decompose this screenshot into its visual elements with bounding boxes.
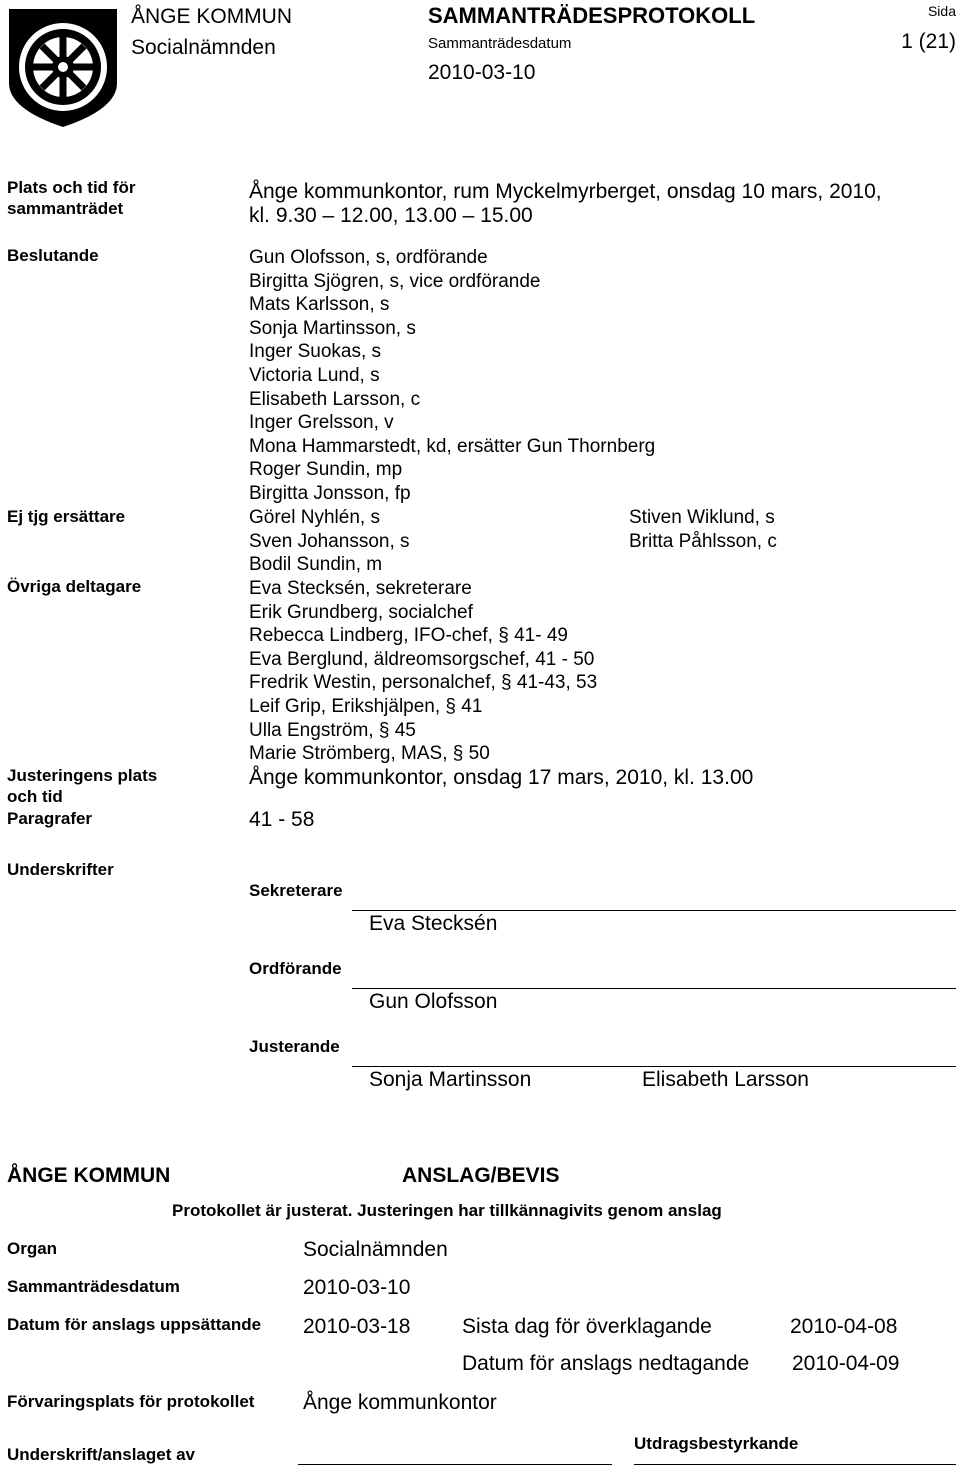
deciding-member: Inger Grelsson, v bbox=[249, 412, 394, 434]
secretary-signature-line bbox=[352, 910, 956, 911]
extract-label: Utdragsbestyrkande bbox=[634, 1434, 799, 1453]
other-participant: Eva Berglund, äldreomsorgschef, 41 - 50 bbox=[249, 648, 595, 670]
others-label: Övriga deltagare bbox=[7, 577, 142, 596]
other-participant: Marie Strömberg, MAS, § 50 bbox=[249, 743, 490, 765]
page-label: Sida bbox=[927, 3, 956, 19]
meeting-date: 2010-03-10 bbox=[428, 61, 536, 84]
place-label-line1: Plats och tid för bbox=[7, 178, 136, 197]
page-number: 1 (21) bbox=[901, 30, 956, 53]
meeting-place-line1: Ånge kommunkontor, rum Myckelmyrberget, onsdag 10 mars, 2010, bbox=[249, 180, 882, 203]
notice-date: 2010-03-10 bbox=[303, 1276, 411, 1299]
substitute-member: Görel Nyhlén, s bbox=[249, 507, 380, 528]
substitute-member: Bodil Sundin, m bbox=[249, 554, 383, 576]
appeal-label: Sista dag för överklagande bbox=[462, 1315, 712, 1338]
storage-value: Ånge kommunkontor bbox=[303, 1391, 497, 1414]
meeting-date-label: Sammanträdesdatum bbox=[428, 35, 572, 52]
notice-signature-label: Underskrift/anslaget av bbox=[7, 1445, 196, 1464]
header-committee: Socialnämnden bbox=[131, 36, 276, 59]
notice-municipality: ÅNGE KOMMUN bbox=[7, 1164, 171, 1187]
deciding-member: Elisabeth Larsson, c bbox=[249, 388, 421, 410]
deciding-member: Sonja Martinsson, s bbox=[249, 317, 416, 339]
appeal-date: 2010-04-08 bbox=[790, 1315, 898, 1338]
removed-date: 2010-04-09 bbox=[792, 1352, 900, 1375]
other-participant: Erik Grundberg, socialchef bbox=[249, 601, 473, 623]
notice-date-label: Sammanträdesdatum bbox=[7, 1277, 180, 1296]
other-participant: Ulla Engström, § 45 bbox=[249, 719, 416, 741]
chair-label: Ordförande bbox=[249, 959, 342, 978]
notice-signature-line bbox=[298, 1464, 612, 1465]
posted-label: Datum för anslags uppsättande bbox=[7, 1315, 262, 1334]
paragraphs-label: Paragrafer bbox=[7, 809, 93, 828]
deciding-member: Victoria Lund, s bbox=[249, 364, 380, 386]
place-label-line2: sammanträdet bbox=[7, 199, 124, 218]
organ-label: Organ bbox=[7, 1239, 58, 1258]
substitute-member: Britta Påhlsson, c bbox=[629, 530, 777, 552]
adjusters-label: Justerande bbox=[249, 1037, 340, 1056]
others-list bbox=[249, 577, 597, 766]
adjust-label-line2: och tid bbox=[7, 787, 63, 806]
substitute-member: Stiven Wiklund, s bbox=[629, 507, 775, 528]
deciding-list bbox=[249, 246, 655, 506]
substitutes-right-list bbox=[629, 506, 777, 553]
adjusters-signature-line bbox=[352, 1066, 956, 1067]
adjust-label-line1: Justeringens plats bbox=[7, 766, 158, 785]
deciding-member: Inger Suokas, s bbox=[249, 341, 382, 363]
header-municipality: ÅNGE KOMMUN bbox=[131, 5, 293, 28]
notice-statement: Protokollet är justerat. Justeringen har tillkännagivits genom anslag bbox=[172, 1201, 722, 1220]
posted-date: 2010-03-18 bbox=[303, 1315, 411, 1338]
other-participant: Leif Grip, Erikshjälpen, § 41 bbox=[249, 695, 483, 717]
adjuster-name-2: Elisabeth Larsson bbox=[642, 1068, 809, 1091]
municipality-logo bbox=[5, 5, 121, 131]
notice-title: ANSLAG/BEVIS bbox=[402, 1164, 560, 1187]
other-participant: Eva Stecksén, sekreterare bbox=[249, 578, 472, 599]
adjust-place: Ånge kommunkontor, onsdag 17 mars, 2010, kl. 13.00 bbox=[249, 766, 754, 789]
organ-value: Socialnämnden bbox=[303, 1238, 448, 1261]
document-title: SAMMANTRÄDESPROTOKOLL bbox=[428, 3, 756, 28]
deciding-member: Mona Hammarstedt, kd, ersätter Gun Thornberg bbox=[249, 435, 656, 457]
deciding-member: Gun Olofsson, s, ordförande bbox=[249, 247, 488, 268]
meeting-place-line2: kl. 9.30 – 12.00, 13.00 – 15.00 bbox=[249, 204, 533, 227]
removed-label: Datum för anslags nedtagande bbox=[462, 1352, 750, 1375]
adjuster-name-1: Sonja Martinsson bbox=[369, 1068, 532, 1091]
storage-label: Förvaringsplats för protokollet bbox=[7, 1392, 255, 1411]
chair-name: Gun Olofsson bbox=[369, 990, 498, 1013]
paragraphs-range: 41 - 58 bbox=[249, 808, 315, 831]
other-participant: Fredrik Westin, personalchef, § 41-43, 53 bbox=[249, 672, 598, 694]
deciding-member: Roger Sundin, mp bbox=[249, 459, 403, 481]
chair-signature-line bbox=[352, 988, 956, 989]
substitutes-left-list bbox=[249, 506, 410, 577]
deciding-label: Beslutande bbox=[7, 246, 99, 265]
secretary-name: Eva Stecksén bbox=[369, 912, 498, 935]
deciding-member: Birgitta Sjögren, s, vice ordförande bbox=[249, 270, 541, 292]
extract-signature-line bbox=[634, 1464, 956, 1465]
substitute-member: Sven Johansson, s bbox=[249, 530, 410, 552]
deciding-member: Mats Karlsson, s bbox=[249, 294, 390, 316]
signatures-label: Underskrifter bbox=[7, 860, 114, 879]
deciding-member: Birgitta Jonsson, fp bbox=[249, 482, 411, 504]
secretary-label: Sekreterare bbox=[249, 881, 343, 900]
substitutes-label: Ej tjg ersättare bbox=[7, 507, 126, 526]
other-participant: Rebecca Lindberg, IFO-chef, § 41- 49 bbox=[249, 625, 568, 647]
